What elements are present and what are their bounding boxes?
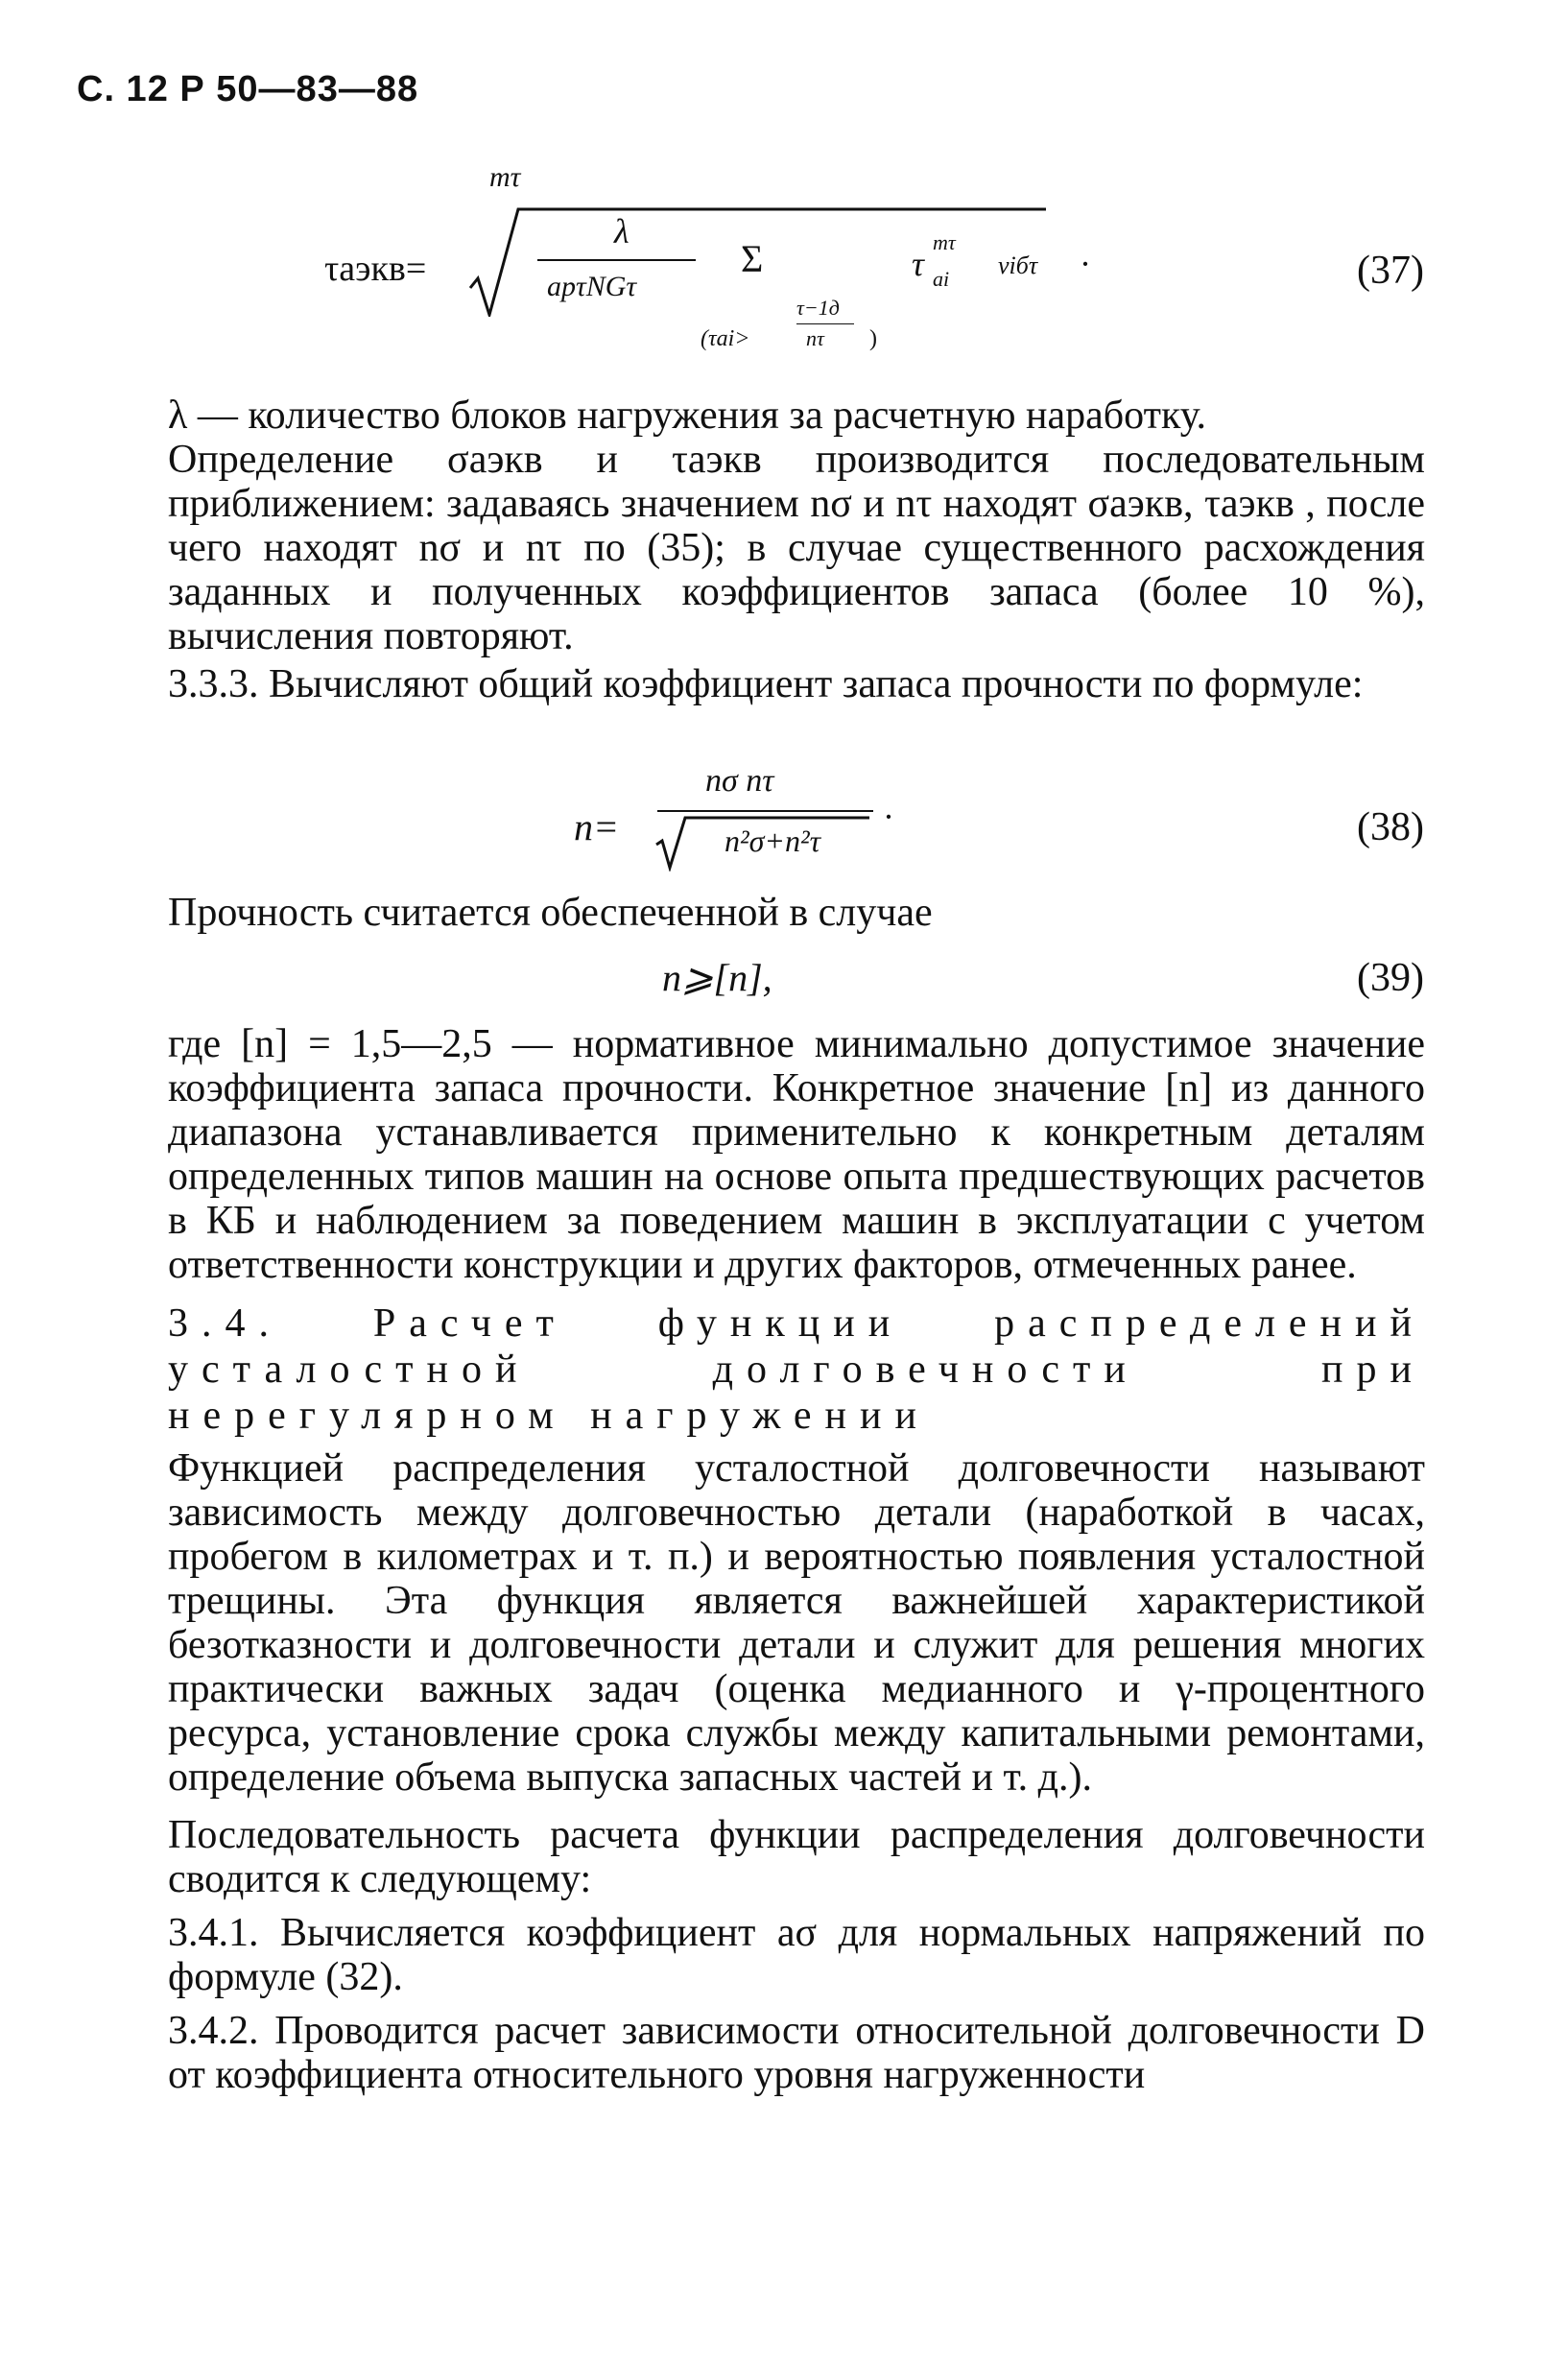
formula-38-lhs: n= [574, 805, 619, 848]
formula-37-lhs: τаэкв= [324, 249, 427, 289]
formula-38-dot: · [883, 798, 894, 836]
sum-lower-close: ) [869, 326, 877, 351]
text-block-3 [168, 1022, 1425, 2097]
formula-38-numerator: nσ nτ [705, 763, 774, 799]
sum-lower-bar [796, 323, 854, 324]
formula-39-expr: n⩾[n], [662, 956, 772, 999]
equation-number-38: (38) [1357, 805, 1424, 849]
root-index: mτ [489, 161, 521, 193]
paragraph-3-4-2: 3.4.2. Проводится расчет зависимости относительной долговечности D от коэффициента относительного уровня нагруженности [168, 2009, 1425, 2097]
sum-lower-num: τ−1д [796, 296, 840, 320]
lambda-definition: λ — количество блоков нагружения за расчетную наработку. [168, 394, 1207, 438]
sum-sign: Σ [741, 237, 764, 280]
strength-condition: Прочность считается обеспеченной в случае [168, 891, 933, 935]
term-nu: νiбτ [998, 251, 1038, 279]
text-block-2 [168, 891, 1425, 935]
fraction-bar [537, 259, 696, 261]
fraction-bar-38 [657, 810, 873, 812]
formula-37-denominator: aрτNGτ [547, 271, 637, 302]
paragraph-3-4-1: 3.4.1. Вычисляется коэффициент aσ для нормальных напряжений по формуле (32). [168, 1911, 1425, 1999]
paragraph-function: Функцией распределения усталостной долговечности называют зависимость между долговечностью детали (наработкой в часах, пробегом в километрах и т. п.) и вероятностью появления усталостной трещины. Эта функция является важнейшей характеристикой безотказности и долговечности детали и служит для решения многих практически важных задач (оценка медианного и γ-процентного ресурса, установление срока службы между капитальными ремонтами, определение объема выпуска запасных частей и т. д.). [168, 1446, 1425, 1800]
sum-lower-den: nτ [806, 326, 824, 350]
formula-37-numerator: λ [614, 212, 630, 251]
term-sup: mτ [933, 230, 956, 254]
paragraph-sequence: Последовательность расчета функции распределения долговечности сводится к следующему: [168, 1813, 1425, 1901]
section-heading-3-4: 3.4. Расчет функции распределений усталостной долговечности при нерегулярном нагружении [168, 1301, 1425, 1438]
paragraph-3-3-3: 3.3.3. Вычисляют общий коэффициент запаса прочности по формуле: [168, 662, 1364, 706]
sum-lower-cond: (τаi> [701, 326, 750, 351]
text-block-1 [168, 394, 1425, 706]
equation-number-37: (37) [1357, 249, 1424, 293]
formula-37-dot: · [1080, 245, 1091, 283]
equation-number-39: (39) [1357, 956, 1424, 1000]
page-header: С. 12 Р 50—83—88 [77, 69, 419, 109]
paragraph-definition: Определение σаэкв и τаэкв производится последовательным приближением: задаваясь значением nσ и nτ находят σаэкв, τаэкв , после чего находят nσ и nτ по (35); в случае существенного расхождения заданных и полученных коэффициентов запаса (более 10 %), вычисления повторяют. [168, 438, 1425, 658]
term-sub: ai [933, 267, 950, 291]
paragraph-norm: где [n] = 1,5—2,5 — нормативное минимально допустимое значение коэффициента запаса прочности. Конкретное значение [n] из данного диапазона устанавливается применительно к конкретным деталям определенных типов машин на основе опыта предшествующих расчетов в КБ и наблюдением за поведением машин в эксплуатации с учетом ответственности конструкции и других факторов, отмеченных ранее. [168, 1022, 1425, 1287]
term-tau: τ [912, 245, 924, 283]
formula-38-denominator: n²σ+n²τ [725, 823, 821, 858]
